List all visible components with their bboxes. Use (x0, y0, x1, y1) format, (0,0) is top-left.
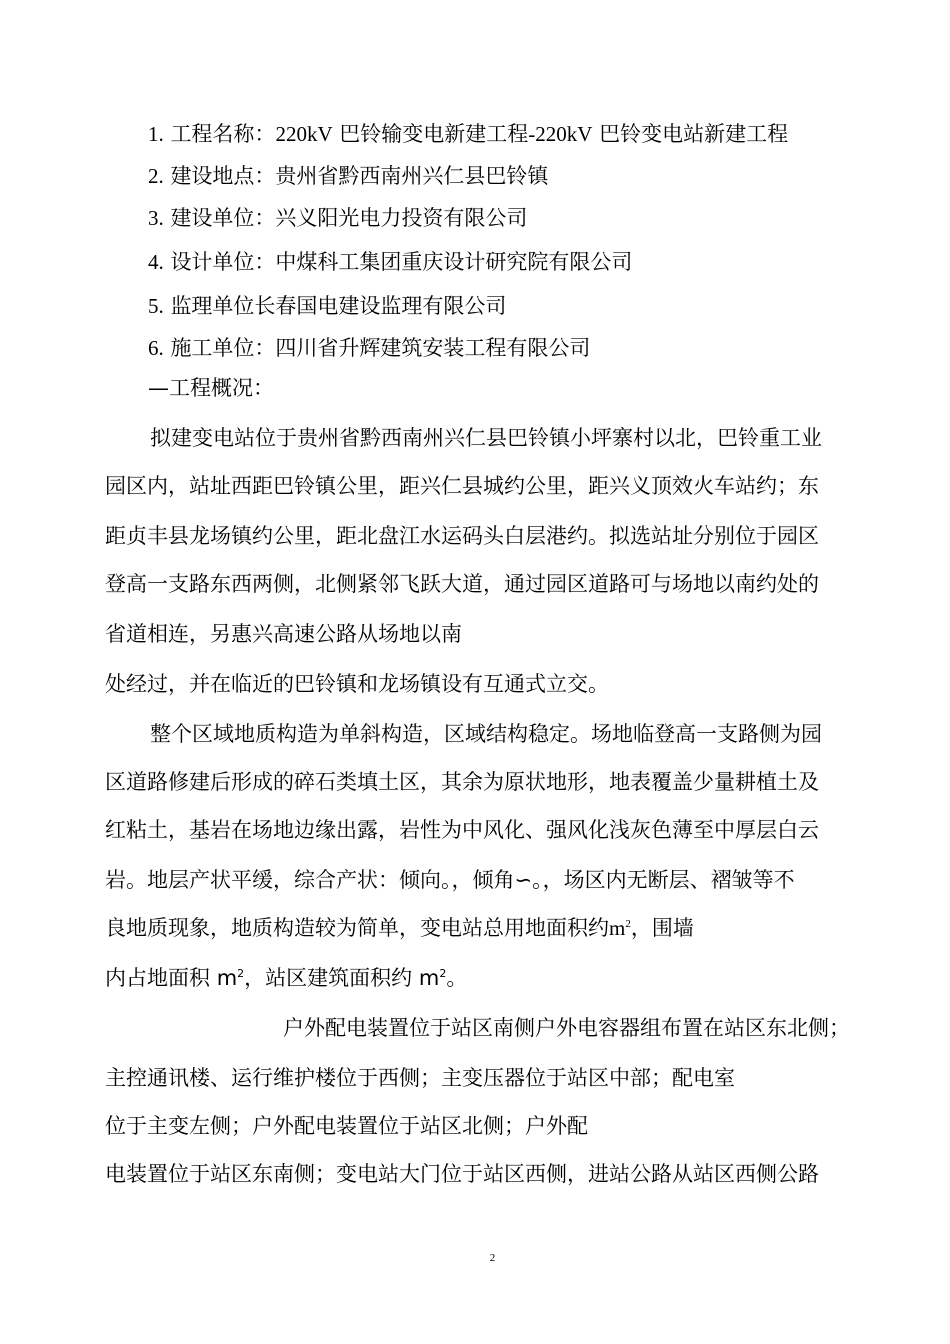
para3-line: 主控通讯楼、运行维护楼位于西侧；主变压器位于站区中部；配电室 (105, 1066, 735, 1090)
list-item-5: 5. 监理单位长春国电建设监理有限公司 (148, 294, 507, 318)
list-item-1: 1. 工程名称：220kV 巴铃输变电新建工程-220kV 巴铃变电站新建工程 (148, 122, 789, 146)
list-item-4: 4. 设计单位：中煤科工集团重庆设计研究院有限公司 (148, 250, 633, 274)
para2-line: 良地质现象，地质构造较为简单，变电站总用地面积约$m^2$，围墙 (105, 916, 694, 940)
list-item-3: 3. 建设单位：兴义阳光电力投资有限公司 (148, 206, 528, 230)
para3-line: 户外配电装置位于站区南侧户外电容器组布置在站区东北侧； (283, 1016, 850, 1040)
para1-line: 处经过，并在临近的巴铃镇和龙场镇设有互通式立交。 (105, 672, 609, 696)
para1-line: 拟建变电站位于贵州省黔西南州兴仁县巴铃镇小坪寨村以北，巴铃重工业 (150, 426, 822, 450)
page-number: 2 (489, 1252, 496, 1264)
para2-line: 区道路修建后形成的碎石类填土区，其余为原状地形，地表覆盖少量耕植土及 (105, 770, 819, 794)
para1-line: 登高一支路东西两侧，北侧紧邻飞跃大道，通过园区道路可与场地以南约处的 (105, 572, 819, 596)
para2-line: 整个区域地质构造为单斜构造，区域结构稳定。场地临登高一支路侧为园 (150, 722, 822, 746)
list-item-6: 6. 施工单位：四川省升辉建筑安装工程有限公司 (148, 336, 591, 360)
para2-line: 岩。地层产状平缓，综合产状：倾向。，倾角∽。，场区内无断层、褶皱等不 (105, 868, 795, 892)
para1-line: 园区内，站址西距巴铃镇公里，距兴仁县城约公里，距兴义顶效火车站约；东 (105, 474, 819, 498)
list-item-2: 2. 建设地点：贵州省黔西南州兴仁县巴铃镇 (148, 164, 549, 188)
para3-line: 电装置位于站区东南侧；变电站大门位于站区西侧，进站公路从站区西侧公路 (105, 1162, 819, 1186)
para2-line: 红粘土，基岩在场地边缘出露，岩性为中风化、强风化浅灰色薄至中厚层白云 (105, 818, 819, 842)
para3-line: 位于主变左侧；户外配电装置位于站区北侧；户外配 (105, 1114, 588, 1138)
para1-line: 距贞丰县龙场镇约公里，距北盘江水运码头白层港约。拟选站址分别位于园区 (105, 524, 819, 548)
para1-line: 省道相连，另惠兴高速公路从场地以南 (105, 622, 462, 646)
overview-heading: —工程概况： (148, 376, 274, 400)
para2-line: 内占地面积 $m^2$，站区建筑面积约 $m^2$。 (105, 966, 468, 990)
